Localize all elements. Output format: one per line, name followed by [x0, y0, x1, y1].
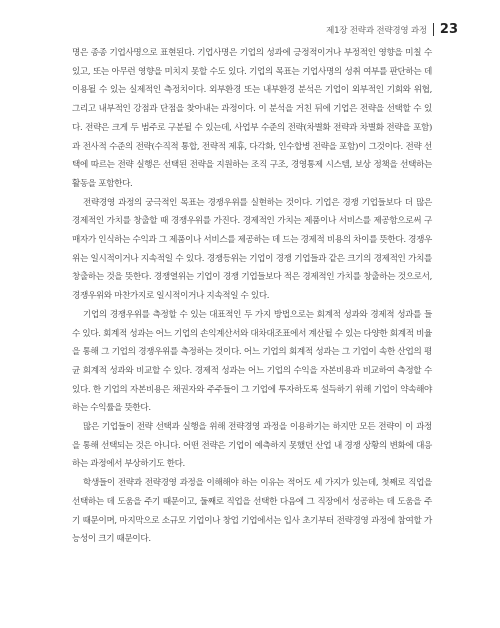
- page-number: 23: [439, 22, 458, 37]
- paragraph-continuation: 명은 종종 기업사명으로 표현된다. 기업사명은 기업의 성과에 긍정적이거나 부정적인 영향을 미칠 수 있고, 또는 아무런 영향을 미치지 못할 수도 있다. 기업의 목표는 기업사명의 성취 여부를 판단하는 데 이용될 수 있는 실제적인 측정치이다. 외부환경 또는 내부환경 분석은 기업이 외부적인 기회와 위협, 그리고 내부적인 강점과 단점을 찾아내는 과정이다. 이 분석을 거친 뒤에 기업은 전략을 선택할 수 있다. 전략은 크게 두 범주로 구분될 수 있는데, 사업부 수준의 전략(차별화 전략과 차별화 전략을 포함)과 전사적 수준의 전략(수직적 통합, 전략적 제휴, 다각화, 인수합병 전략을 포함)이 그것이다. 전략 선택에 따르는 전략 실행은 선택된 전략을 지원하는 조직 구조, 경영통제 시스템, 보상 정책을 선택하는 활동을 포함한다.: [72, 48, 432, 189]
- paragraph-competitive-advantage: 전략경영 과정의 궁극적인 목표는 경쟁우위를 실현하는 것이다. 기업은 경쟁 기업들보다 더 많은 경제적인 가치를 창출할 때 경쟁우위를 가진다. 경제적인 가치는 제품이나 서비스를 제공함으로써 구매자가 인식하는 수익과 그 제품이나 서비스를 제공하는 데 드는 경제적 비용의 차이를 뜻한다. 경쟁우위는 일시적이거나 지속적일 수 있다. 경쟁등위는 기업이 경쟁 기업들과 같은 크기의 경제적인 가치를 창출하는 것을 뜻한다. 경쟁열위는 기업이 경쟁 기업들보다 적은 경제적인 가치를 창출하는 것으로서, 경쟁우위와 마찬가지로 일시적이거나 지속적일 수 있다.: [72, 197, 432, 302]
- paragraph-measuring-advantage: 기업의 경쟁우위를 측정할 수 있는 대표적인 두 가지 방법으로는 회계적 성과와 경제적 성과를 들 수 있다. 회계적 성과는 어느 기업의 손익계산서와 대차대조표에서 계산될 수 있는 다양한 회계적 비율을 통해 그 기업의 경쟁우위를 측정하는 것이다. 어느 기업의 회계적 성과는 그 기업이 속한 산업의 평균 회계적 성과와 비교할 수 있다. 경제적 성과는 어느 기업의 수익을 자본비용과 비교하여 측정할 수 있다. 한 기업의 자본비용은 채권자와 주주들이 그 기업에 투자하도록 설득하기 위해 기업이 약속해야 하는 수익률을 뜻한다.: [72, 309, 432, 414]
- paragraph-why-study-strategy: 학생들이 전략과 전략경영 과정을 이해해야 하는 이유는 적어도 세 가지가 있는데, 첫째로 직업을 선택하는 데 도움을 주기 때문이고, 둘째로 직업을 선택한 다음에 그 직장에서 성공하는 데 도움을 주기 때문이며, 마지막으로 소규모 기업이나 창업 기업에서는 입사 초기부터 전략경영 과정에 참여할 가능성이 크기 때문이다.: [72, 478, 432, 545]
- chapter-title: 제1장 전략과 전략경영 과정: [326, 25, 427, 36]
- body-text: [72, 44, 432, 549]
- running-header: [326, 22, 458, 37]
- paragraph-emergent-strategy: 많은 기업들이 전략 선택과 실행을 위해 전략경영 과정을 이용하기는 하지만 모든 전략이 이 과정을 통해 선택되는 것은 아니다. 어떤 전략은 기업이 예측하지 못했던 산업 내 경쟁 상황의 변화에 대응하는 과정에서 부상하기도 한다.: [72, 422, 432, 470]
- header-divider: [433, 23, 434, 36]
